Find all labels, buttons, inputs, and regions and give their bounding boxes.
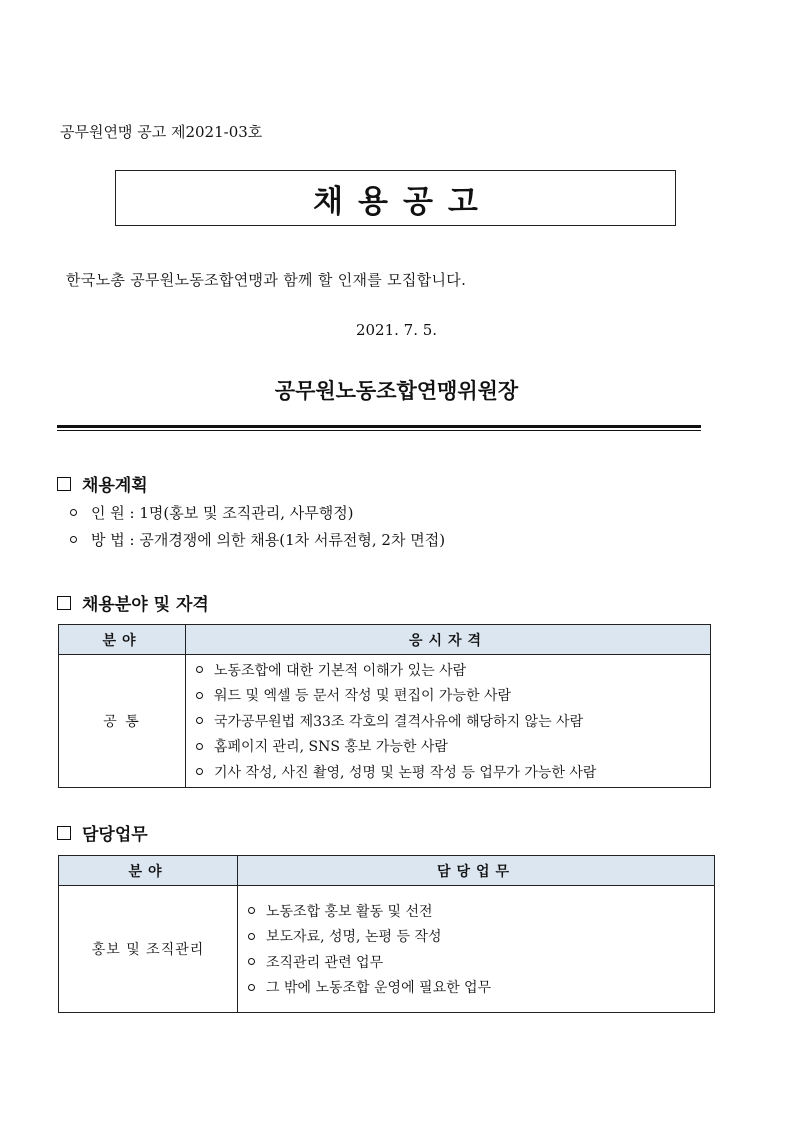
- field-cell: 공 통: [59, 655, 186, 788]
- duties-table: [58, 855, 715, 1013]
- section-duties-heading: [57, 820, 148, 845]
- list-item-text: 국가공무원법 제33조 각호의 결격사유에 해당하지 않는 사람: [214, 713, 584, 730]
- plan-item: [70, 502, 354, 523]
- section-plan-heading: [57, 471, 148, 496]
- divider-thick: [57, 425, 701, 428]
- document-title: 채용공고: [313, 183, 493, 220]
- table-row: [59, 655, 711, 788]
- duties-list: [238, 886, 715, 1013]
- list-item: [196, 708, 710, 734]
- intro-text: 한국노총 공무원노동조합연맹과 함께 할 인재를 모집합니다.: [66, 271, 467, 289]
- circle-bullet-icon: [196, 717, 203, 724]
- notice-number: 공무원연맹 공고 제2021-03호: [60, 123, 263, 141]
- square-bullet-icon: [57, 826, 71, 840]
- list-item: [196, 657, 710, 683]
- plan-item-text: 인 원 : 1명(홍보 및 조직관리, 사무행정): [91, 504, 354, 522]
- section-plan-title: 채용계획: [82, 476, 148, 496]
- table-header-row: [59, 625, 711, 655]
- table-header-row: [59, 856, 715, 886]
- list-item: [248, 949, 714, 975]
- qualification-list: [186, 655, 711, 788]
- circle-bullet-icon: [196, 692, 203, 699]
- section-qualifications-heading: [57, 590, 209, 615]
- circle-bullet-icon: [196, 743, 203, 750]
- square-bullet-icon: [57, 477, 71, 491]
- qualifications-table: [58, 624, 711, 788]
- list-item-text: 노동조합 홍보 활동 및 선전: [266, 903, 433, 920]
- circle-bullet-icon: [248, 933, 255, 940]
- plan-item-text: 방 법 : 공개경쟁에 의한 채용(1차 서류전형, 2차 면접): [91, 531, 446, 549]
- divider-thin: [57, 430, 701, 431]
- table-row: [59, 886, 715, 1013]
- list-item: [248, 898, 714, 924]
- list-item-text: 기사 작성, 사진 촬영, 성명 및 논평 작성 등 업무가 가능한 사람: [214, 764, 597, 781]
- circle-bullet-icon: [248, 958, 255, 965]
- circle-bullet-icon: [248, 907, 255, 914]
- list-item-text: 그 밖에 노동조합 운영에 필요한 업무: [266, 980, 492, 997]
- section-qualifications-title: 채용분야 및 자격: [82, 595, 209, 615]
- issuer-name: 공무원노동조합연맹위원장: [274, 379, 519, 403]
- list-item: [196, 734, 710, 760]
- list-item-text: 워드 및 엑셀 등 문서 작성 및 편집이 가능한 사람: [214, 688, 512, 705]
- circle-bullet-icon: [196, 666, 203, 673]
- column-header-duties: 담당업무: [238, 856, 715, 886]
- section-duties-title: 담당업무: [82, 825, 148, 845]
- list-item: [248, 975, 714, 1001]
- circle-bullet-icon: [248, 984, 255, 991]
- list-item-text: 홈페이지 관리, SNS 홍보 가능한 사람: [214, 739, 448, 756]
- list-item-text: 보도자료, 성명, 논평 등 작성: [266, 929, 442, 946]
- list-item-text: 조직관리 관련 업무: [266, 954, 384, 971]
- column-header-field: 분야: [59, 625, 186, 655]
- plan-item: [70, 529, 445, 550]
- field-cell: 홍보 및 조직관리: [59, 886, 238, 1013]
- circle-bullet-icon: [70, 509, 77, 516]
- square-bullet-icon: [57, 596, 71, 610]
- list-item: [196, 759, 710, 785]
- title-box: [115, 170, 676, 226]
- list-item: [196, 683, 710, 709]
- circle-bullet-icon: [70, 536, 77, 543]
- list-item-text: 노동조합에 대한 기본적 이해가 있는 사람: [214, 662, 467, 679]
- column-header-qualification: 응시자격: [186, 625, 711, 655]
- notice-date: 2021. 7. 5.: [355, 321, 438, 339]
- circle-bullet-icon: [196, 768, 203, 775]
- column-header-field: 분야: [59, 856, 238, 886]
- list-item: [248, 924, 714, 950]
